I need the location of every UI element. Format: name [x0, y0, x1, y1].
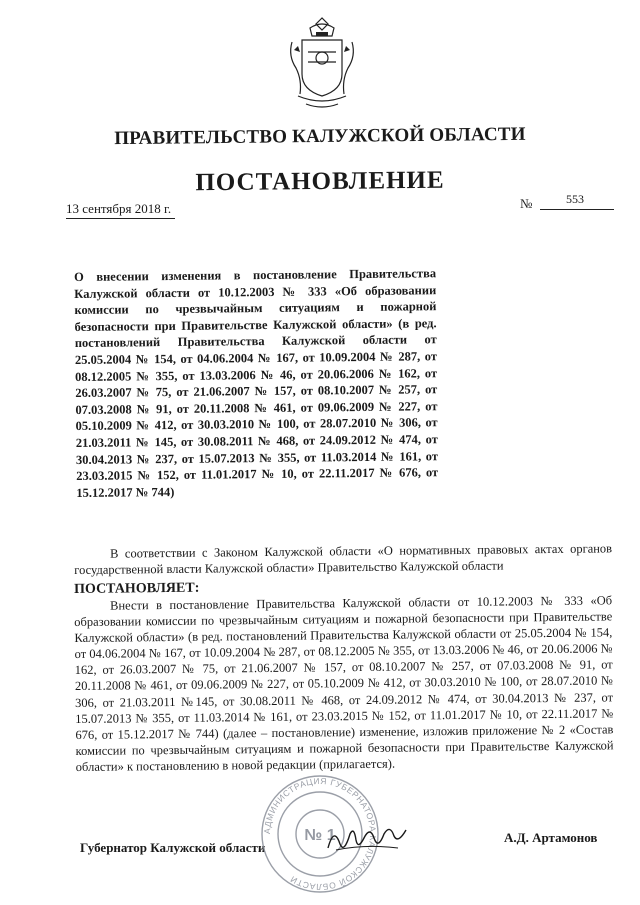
- decree-word: ПОСТАНОВЛЯЕТ:: [74, 580, 200, 597]
- signatory-title: Губернатор Калужской области: [80, 840, 266, 855]
- stamp-center-text: № 1: [304, 827, 336, 844]
- number-underline: [540, 209, 614, 210]
- document-type-title: ПОСТАНОВЛЕНИЕ: [195, 166, 445, 197]
- preamble-paragraph: В соответствии с Законом Калужской области «О нормативных правовых актах органов государственной власти Калужской области» Правительство Калужской области: [74, 541, 613, 577]
- document-number: 553: [566, 192, 584, 206]
- coat-of-arms-emblem-icon: [286, 14, 358, 114]
- document-number-field: [520, 192, 614, 212]
- document-subject: О внесении изменения в постановление Правительства Калужской области от 10.12.2003 № 333 «Об образовании комиссии по чрезвычайным ситуациям и пожарной безопасности при Правительстве Калужской области» (в ред. постановлений Правительства Калужской области от 25.05.2004 № 154, от 04.06.2004 № 167, от 10.09.2004 № 287, от 08.12.2005 № 355, от 13.03.2006 № 46, от 20.06.2006 № 162, от 26.03.2007 № 75, от 21.06.2007 № 157, от 08.10.2007 № 257, от 07.03.2008 № 91, от 20.11.2008 № 461, от 09.06.2009 № 227, от 05.10.2009 № 412, от 30.03.2010 № 100, от 28.07.2010 № 306, от 21.03.2011 № 145, от 30.08.2011 № 468, от 24.09.2012 № 474, от 30.04.2013 № 237, от 15.07.2013 № 355, от 11.03.2014 № 161, от 23.03.2015 № 152, от 11.01.2017 № 10, от 22.11.2017 № 676, от 15.12.2017 № 744): [74, 266, 439, 500]
- body-paragraph: Внести в постановление Правительства Калужской области от 10.12.2003 № 333 «Об образовании комиссии по чрезвычайным ситуациям и пожарной безопасности при Правительстве Калужской области» (в ред. постановлений Правительства Калужской области от 25.05.2004 № 154, от 04.06.2004 № 167, от 10.09.2004 № 287, от 08.12.2005 № 355, от 13.03.2006 № 46, от 20.06.2006 № 162, от 26.03.2007 № 75, от 21.06.2007 № 157, от 08.10.2007 № 257, от 07.03.2008 № 91, от 20.11.2008 № 461, от 09.06.2009 № 227, от 05.10.2009 № 412, от 30.03.2010 № 100, от 28.07.2010 № 306, от 21.03.2011 №145, от 30.08.2011 № 468, от 24.09.2012 № 474, от 30.04.2013 № 237, от 15.07.2013 № 355, от 11.03.2014 № 161, от 23.03.2015 № 152, от 11.01.2017 № 10, от 22.11.2017 № 676, от 15.12.2017 № 744) (далее – постановление) изменение, изложив приложение № 2 «Состав комиссии по чрезвычайным ситуациям и пожарной безопасности при Правительстве Калужской области» к постановлению в новой редакции (прилагается).: [74, 593, 614, 774]
- number-sign: №: [520, 196, 533, 211]
- document-date: 13 сентября 2018 г.: [66, 201, 175, 219]
- handwritten-signature: [322, 820, 418, 860]
- stamp-ring-text: АДМИНИСТРАЦИЯ ГУБЕРНАТОРА КАЛУЖСКОЙ ОБЛАСТИ: [261, 775, 379, 893]
- organization-title: ПРАВИТЕЛЬСТВО КАЛУЖСКОЙ ОБЛАСТИ: [114, 123, 526, 150]
- signatory-name: А.Д. Артамонов: [504, 830, 598, 845]
